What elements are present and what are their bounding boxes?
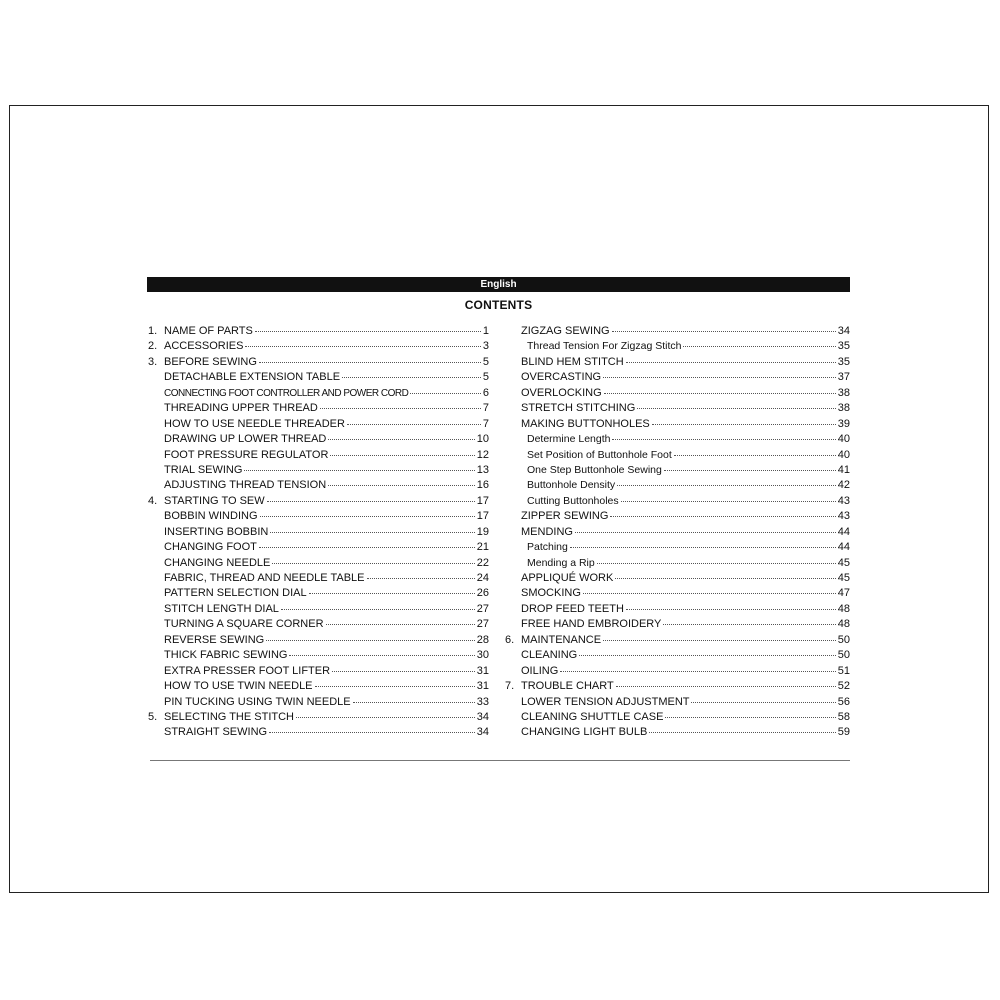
toc-entry-page: 39	[837, 417, 850, 430]
toc-entry-title: BEFORE SEWING	[164, 355, 257, 368]
toc-dot-leader	[579, 646, 836, 656]
toc-entry-title: STITCH LENGTH DIAL	[164, 602, 279, 615]
toc-entry-title: CONNECTING FOOT CONTROLLER AND POWER CORD	[164, 387, 409, 399]
toc-entry-title: HOW TO USE TWIN NEEDLE	[164, 680, 313, 693]
toc-entry-page: 31	[476, 664, 489, 677]
toc-dot-leader	[649, 723, 835, 733]
toc-dot-leader	[342, 368, 481, 378]
toc-dot-leader	[570, 538, 836, 548]
toc-entry-page: 45	[837, 556, 850, 569]
toc-entry-page: 26	[476, 587, 489, 600]
toc-column-right	[505, 324, 850, 741]
toc-entry-number: 5.	[148, 710, 158, 723]
toc-entry-title: Set Position of Buttonhole Foot	[527, 448, 672, 461]
contents-title: CONTENTS	[464, 298, 533, 312]
toc-dot-leader	[281, 600, 475, 610]
toc-dot-leader	[610, 507, 835, 517]
bottom-divider	[150, 760, 850, 761]
toc-entry-title: ADJUSTING THREAD TENSION	[164, 479, 327, 492]
toc-entry-title: STARTING TO SEW	[164, 494, 265, 507]
toc-entry-page: 1	[482, 325, 489, 337]
toc-dot-leader	[320, 399, 481, 409]
toc-entry-page: 38	[837, 386, 850, 399]
toc-entry-page: 34	[476, 726, 489, 739]
toc-dot-leader	[674, 446, 836, 456]
toc-entry-page: 51	[837, 664, 850, 677]
toc-entry-title: CHANGING NEEDLE	[164, 556, 271, 569]
toc-dot-leader	[267, 492, 475, 502]
toc-entry-title: ZIPPER SEWING	[521, 510, 609, 523]
toc-entry-page: 5	[482, 355, 489, 368]
toc-entry-page: 7	[482, 417, 489, 430]
toc-entry-number: 7.	[505, 680, 515, 693]
toc-entry-title: STRETCH STITCHING	[521, 402, 636, 415]
toc-dot-leader	[330, 446, 474, 456]
toc-entry-page: 41	[837, 463, 850, 476]
toc-entry-page: 38	[837, 402, 850, 415]
toc-dot-leader	[663, 615, 835, 625]
toc-dot-leader	[683, 337, 835, 347]
toc-entry-title: ZIGZAG SEWING	[521, 325, 610, 337]
toc-entry-title: DRAWING UP LOWER THREAD	[164, 433, 327, 446]
toc-entry	[505, 725, 850, 740]
toc-entry-title: NAME OF PARTS	[164, 325, 253, 337]
toc-entry-title: SMOCKING	[521, 587, 581, 600]
toc-entry-title: CHANGING LIGHT BULB	[521, 726, 648, 739]
toc-dot-leader	[612, 430, 835, 440]
toc-entry-title: APPLIQUÉ WORK	[521, 572, 614, 584]
toc-dot-leader	[244, 461, 474, 471]
toc-dot-leader	[560, 662, 835, 672]
toc-entry-title: LOWER TENSION ADJUSTMENT	[521, 695, 690, 708]
toc-dot-leader	[266, 631, 475, 641]
toc-entry-title: PIN TUCKING USING TWIN NEEDLE	[164, 695, 351, 708]
toc-dot-leader	[617, 476, 836, 486]
toc-entry-page: 50	[837, 649, 850, 662]
toc-dot-leader	[332, 662, 475, 672]
toc-entry-title: FABRIC, THREAD AND NEEDLE TABLE	[164, 572, 365, 584]
toc-entry-title: CLEANING SHUTTLE CASE	[521, 710, 664, 723]
toc-entry-page: 7	[482, 402, 489, 415]
toc-entry-page: 56	[837, 695, 850, 708]
toc-entry-title: INSERTING BOBBIN	[164, 525, 269, 538]
toc-entry-title: Cutting Buttonholes	[527, 494, 619, 507]
toc-dot-leader	[664, 461, 836, 471]
toc-dot-leader	[597, 554, 836, 564]
toc-dot-leader	[637, 399, 835, 409]
toc-dot-leader	[691, 693, 835, 703]
toc-dot-leader	[616, 677, 836, 687]
toc-entry-title: One Step Buttonhole Sewing	[527, 463, 662, 476]
toc-entry-title: CHANGING FOOT	[164, 541, 257, 554]
toc-entry-title: PATTERN SELECTION DIAL	[164, 587, 307, 600]
toc-dot-leader	[309, 584, 475, 594]
toc-entry-page: 37	[837, 371, 850, 384]
toc-entry-title: STRAIGHT SEWING	[164, 726, 268, 739]
toc-entry-title: OVERLOCKING	[521, 386, 602, 399]
toc-entry-title: BLIND HEM STITCH	[521, 355, 624, 368]
toc-entry-title: THICK FABRIC SEWING	[164, 649, 288, 662]
toc-entry-page: 17	[476, 510, 489, 523]
toc-dot-leader	[615, 569, 835, 579]
toc-dot-leader	[665, 708, 835, 718]
toc-entry-title: TRIAL SEWING	[164, 463, 243, 476]
toc-dot-leader	[269, 723, 475, 733]
toc-dot-leader	[626, 600, 836, 610]
toc-entry-title: DROP FEED TEETH	[521, 602, 624, 615]
toc-dot-leader	[260, 507, 475, 517]
toc-entry-page: 47	[837, 587, 850, 600]
toc-dot-leader	[328, 430, 474, 440]
toc-dot-leader	[410, 384, 481, 394]
toc-entry-title: BOBBIN WINDING	[164, 510, 258, 523]
toc-entry-title: MAKING BUTTONHOLES	[521, 417, 650, 430]
toc-entry-page: 48	[837, 618, 850, 631]
toc-entry-page: 50	[837, 633, 850, 646]
toc-entry-page: 44	[837, 541, 850, 554]
toc-dot-leader	[603, 368, 836, 378]
toc-entry-number: 4.	[148, 494, 158, 507]
toc-dot-leader	[626, 353, 836, 363]
toc-dot-leader	[353, 693, 475, 703]
toc-entry-page: 34	[476, 710, 489, 723]
toc-entry-title: REVERSE SEWING	[164, 633, 265, 646]
toc-dot-leader	[652, 415, 836, 425]
toc-entry-page: 33	[476, 695, 489, 708]
toc-entry-page: 45	[837, 572, 850, 584]
toc-entry-page: 58	[837, 710, 850, 723]
toc-entry-title: Determine Length	[527, 433, 611, 446]
toc-dot-leader	[347, 415, 481, 425]
toc-entry-page: 5	[482, 371, 489, 384]
toc-entry-page: 43	[837, 494, 850, 507]
toc-entry-title: ACCESSORIES	[164, 340, 244, 353]
toc-entry-title: EXTRA PRESSER FOOT LIFTER	[164, 664, 331, 677]
toc-entry-page: 10	[476, 433, 489, 446]
toc-entry-number: 6.	[505, 633, 515, 646]
toc-entry-title: TROUBLE CHART	[521, 680, 614, 693]
toc-dot-leader	[255, 322, 481, 332]
toc-entry-title: SELECTING THE STITCH	[164, 710, 294, 723]
toc-entry-title: MAINTENANCE	[521, 633, 602, 646]
toc-entry-title: Patching	[527, 541, 568, 554]
toc-column-left	[148, 324, 489, 741]
toc-entry-title: Mending a Rip	[527, 556, 595, 569]
toc-entry-title: THREADING UPPER THREAD	[164, 402, 318, 415]
toc-dot-leader	[315, 677, 475, 687]
toc-entry-page: 34	[837, 325, 850, 337]
toc-entry-page: 48	[837, 602, 850, 615]
toc-entry-page: 28	[476, 633, 489, 646]
toc-dot-leader	[604, 384, 836, 394]
toc-entry-number: 3.	[148, 355, 158, 368]
toc-entry-title: Buttonhole Density	[527, 479, 616, 492]
toc-entry-title: TURNING A SQUARE CORNER	[164, 618, 324, 631]
toc-entry-page: 3	[482, 340, 489, 353]
toc-entry-page: 40	[837, 433, 850, 446]
toc-dot-leader	[367, 569, 475, 579]
toc-entry-page: 59	[837, 726, 850, 739]
toc-entry-number: 1.	[148, 325, 158, 337]
toc-entry-title: HOW TO USE NEEDLE THREADER	[164, 417, 345, 430]
toc-dot-leader	[575, 523, 836, 533]
toc-entry-title: OVERCASTING	[521, 371, 602, 384]
toc-entry-page: 24	[476, 572, 489, 584]
toc-dot-leader	[259, 353, 481, 363]
toc-dot-leader	[272, 554, 474, 564]
toc-entry-page: 43	[837, 510, 850, 523]
toc-entry-page: 30	[476, 649, 489, 662]
toc-dot-leader	[583, 584, 836, 594]
toc-entry	[148, 725, 489, 740]
toc-dot-leader	[259, 538, 475, 548]
toc-entry-page: 12	[476, 448, 489, 461]
toc-entry-page: 17	[476, 494, 489, 507]
toc-entry-page: 40	[837, 448, 850, 461]
toc-dot-leader	[326, 615, 475, 625]
toc-dot-leader	[328, 476, 475, 486]
toc-dot-leader	[621, 492, 836, 502]
toc-entry-page: 44	[837, 525, 850, 538]
toc-entry-title: FOOT PRESSURE REGULATOR	[164, 448, 329, 461]
toc-entry-page: 35	[837, 340, 850, 353]
toc-entry-page: 21	[476, 541, 489, 554]
toc-entry-page: 16	[476, 479, 489, 492]
toc-entry-page: 22	[476, 556, 489, 569]
toc-entry-page: 52	[837, 680, 850, 693]
toc-dot-leader	[245, 337, 480, 347]
toc-entry-page: 35	[837, 355, 850, 368]
toc-entry-page: 27	[476, 618, 489, 631]
toc-dot-leader	[603, 631, 836, 641]
toc-dot-leader	[289, 646, 474, 656]
toc-entry-page: 42	[837, 479, 850, 492]
toc-dot-leader	[612, 322, 836, 332]
toc-entry-page: 31	[476, 680, 489, 693]
language-bar: English	[147, 277, 850, 292]
toc-dot-leader	[270, 523, 474, 533]
toc-entry-title: Thread Tension For Zigzag Stitch	[527, 340, 682, 353]
toc-dot-leader	[296, 708, 475, 718]
toc-entry-title: DETACHABLE EXTENSION TABLE	[164, 371, 341, 384]
toc-entry-title: OILING	[521, 664, 559, 677]
toc-entry-title: CLEANING	[521, 649, 578, 662]
toc-entry-page: 6	[482, 386, 489, 399]
toc-entry-number: 2.	[148, 340, 158, 353]
toc-entry-title: FREE HAND EMBROIDERY	[521, 618, 662, 631]
toc-entry-title: MENDING	[521, 525, 573, 538]
toc-entry-page: 19	[476, 525, 489, 538]
toc-entry-page: 13	[476, 463, 489, 476]
toc-entry-page: 27	[476, 602, 489, 615]
